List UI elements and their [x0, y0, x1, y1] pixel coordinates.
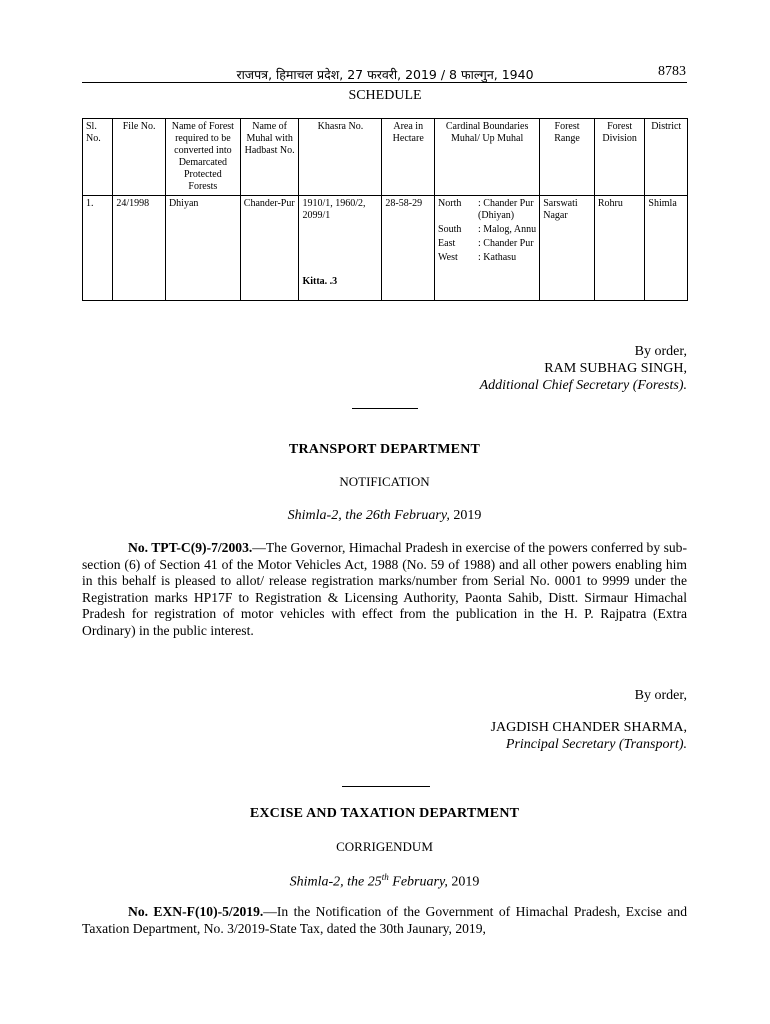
- dateline-place: Shimla-2, the 26th February,: [287, 508, 450, 523]
- column-header: Khasra No.: [299, 119, 382, 196]
- boundary-direction: South: [438, 224, 462, 235]
- excise-corrigendum-type: CORRIGENDUM: [336, 839, 433, 854]
- excise-dateline: [82, 872, 687, 891]
- column-header: Area in Hectare: [382, 119, 435, 196]
- column-header: Cardinal Boundaries Muhal/ Up Muhal: [435, 119, 540, 196]
- cell-area: 28-58-29: [382, 196, 435, 301]
- schedule-heading: SCHEDULE: [348, 88, 422, 103]
- forest-signatory-designation: Additional Chief Secretary (Forests).: [479, 378, 687, 393]
- cell-forest: Dhiyan: [165, 196, 240, 301]
- column-header: Name of Forest required to be converted into Demarcated Protected Forests: [165, 119, 240, 196]
- column-header: File No.: [113, 119, 166, 196]
- khasra-numbers: 1910/1, 1960/2, 2099/1: [302, 198, 366, 221]
- page-number: 8783: [658, 64, 686, 79]
- notification-number: No. TPT-C(9)-7/2003.: [128, 540, 253, 555]
- transport-notification-type: NOTIFICATION: [339, 474, 430, 489]
- kitta-count: Kitta. .3: [302, 276, 338, 287]
- dateline-day: 25: [364, 874, 382, 890]
- section-divider: [342, 786, 430, 787]
- table-row: [83, 196, 688, 301]
- forest-signatory-name: RAM SUBHAG SINGH,: [544, 361, 687, 376]
- section-divider: [352, 408, 418, 409]
- corrigendum-text: —In the Notification of the Government of Himachal Pradesh, Excise and Taxation Department, No. 3/2019-State Tax, dated the 30th Jaunary, 2019,: [82, 904, 687, 936]
- dateline-year: 2019: [447, 874, 480, 890]
- dateline-place: Shimla-2, the: [289, 874, 365, 890]
- transport-notification-body: [82, 540, 687, 639]
- table-header-row: [83, 119, 688, 196]
- notification-text: —The Governor, Himachal Pradesh in exercise of the powers conferred by sub-section (6) of Section 41 of the Motor Vehicles Act, 1988 (No. 59 of 1988) and all other powers enabling him in this behalf is pleased to allot/ release registration marks/number from Serial No. 0001 to 9999 under the Registration marks HP17F to Registration & Licensing Authority, Paonta Sahib, Distt. Sirmaur Himachal Pradesh for registration of motor vehicles with effect from the publication in the H. P. Rajpatra (Extra Ordinary) in the public interest.: [82, 540, 687, 638]
- transport-department-heading: TRANSPORT DEPARTMENT: [288, 442, 481, 457]
- cell-muhal: Chander-Pur: [240, 196, 299, 301]
- cell-file: 24/1998: [113, 196, 166, 301]
- forest-by-order: By order,: [634, 344, 687, 359]
- boundary-value: : Chander Pur (Dhiyan): [478, 198, 534, 221]
- excise-department-heading: EXCISE AND TAXATION DEPARTMENT: [249, 806, 520, 821]
- excise-corrigendum-body: [82, 904, 687, 937]
- column-header: District: [645, 119, 688, 196]
- corrigendum-number: No. EXN-F(10)-5/2019.: [128, 904, 264, 919]
- column-header: Forest Range: [540, 119, 595, 196]
- cell-boundaries: [435, 196, 540, 301]
- transport-dateline: [82, 508, 687, 524]
- boundary-direction: West: [438, 252, 458, 263]
- cell-khasra: [299, 196, 382, 301]
- transport-by-order: By order,: [634, 688, 687, 703]
- transport-signatory-designation: Principal Secretary (Transport).: [505, 737, 687, 752]
- boundary-value: : Kathasu: [478, 252, 517, 263]
- boundary-value: : Chander Pur: [478, 238, 534, 249]
- boundary-value: : Malog, Annu: [478, 224, 537, 235]
- boundary-direction: North: [438, 198, 462, 209]
- cell-division: Rohru: [594, 196, 645, 301]
- boundary-direction: East: [438, 238, 456, 249]
- dateline-suffix: th: [381, 872, 389, 882]
- header-rule: [82, 82, 687, 83]
- boundaries-list: [438, 198, 536, 266]
- column-header: Name of Muhal with Hadbast No.: [240, 119, 299, 196]
- dateline-year: 2019: [449, 508, 482, 523]
- column-header: Sl. No.: [83, 119, 113, 196]
- transport-signatory-name: JAGDISH CHANDER SHARMA,: [490, 720, 687, 735]
- cell-range: Sarswati Nagar: [540, 196, 595, 301]
- dateline-month: February,: [388, 874, 448, 890]
- schedule-table: [82, 118, 688, 301]
- column-header: Forest Division: [594, 119, 645, 196]
- cell-district: Shimla: [645, 196, 688, 301]
- gazette-header-title: राजपत्र, हिमाचल प्रदेश, 27 फरवरी, 2019 / 8 फाल्गुन, 1940: [236, 67, 534, 82]
- cell-sl: 1.: [83, 196, 113, 301]
